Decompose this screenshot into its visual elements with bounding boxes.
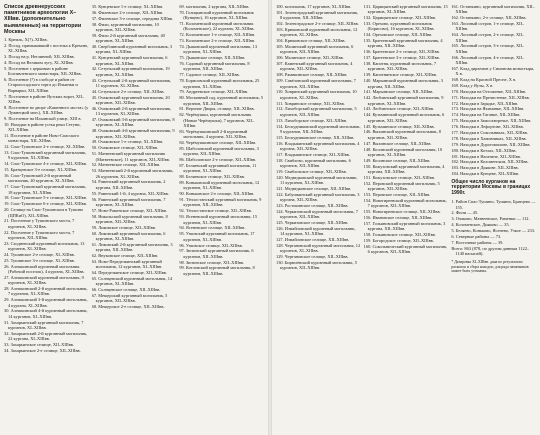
list-item: 19. Спас-Тушинское 6-е селище, XII–XIIIвв.: [4, 201, 87, 207]
list-item: 153. Перовское селище, XII–XIIIвв.: [363, 191, 431, 197]
list-item: 93. Ясеневский курганный могильник, 15 курганов, XI–XIIIвв.: [179, 214, 258, 225]
list-item: 70. Голицынский курганный могильник (Кунцево), 16 курганов, XI–XIIIвв.: [179, 9, 254, 21]
list-item: 12. Спас-Тушинское 2-е селище, XI–XIIIвв.: [4, 144, 86, 150]
list-item: 121. Медведковское селище, XII–XIIIвв.: [276, 185, 352, 191]
list-item: 95. Узковский курганный могильник, 17 курганов, XI–XIIIвв.: [179, 231, 255, 242]
list-item: Всего: 863 (878, по другим данным 1122–1140 насыпей).: [451, 245, 530, 257]
list-item: 57. Ново-Раменское селище, XII–XIIIвв.: [91, 207, 168, 213]
list-item: 133. Орехово, курганный могильник (Борисово), 16 курганов, XI–XIIIвв.: [363, 21, 435, 32]
list-item: 155. Новогиреевское селище, XII–XIIIвв.: [363, 208, 441, 214]
list-item: 150. Кожуховский курганный могильник, 4 кургана, XII–XIIIвв.: [363, 163, 445, 174]
list-item: 98. Зюзинское селище, XII–XIIIвв.: [179, 259, 245, 265]
list-item: 165. Лосиный остров, 3-е селище, XII–XIIIвв.: [451, 43, 525, 54]
list-item: 120. Медведковский курганный могильник, 11 курганов, XI–XIIIвв.: [276, 174, 358, 186]
list-item: 58. Никольский курганный могильник, 8 курганов, XII–XIIIвв.: [91, 213, 168, 224]
list-item: 116. Владыкинский курганный могильник, 4 кургана, XII–XIIIвв.: [276, 140, 360, 151]
list-item: 76. Садовый курганный могильник, 8 курганов, XII–XIIIвв.: [179, 61, 250, 72]
list-item: 145. Кузьминское селище, XII–XIIIвв.: [363, 123, 435, 129]
list-item: 75. Дьяковское селище, XII–XIIIвв.: [179, 55, 246, 61]
list-item: 6. Поселение (?) в слободе и район от Старопосадского торга до Ильинки и Варварки, XII–XIIIвв.: [4, 77, 78, 93]
list-item: 107. Каменский курганный могильник, 4 кургана, XII–XIIIвв.: [276, 61, 353, 72]
list-item: 56. Раменский курганный могильник, 7 курганов, XI–XIIIвв.: [91, 196, 166, 207]
list-item: 127. Измайловское селище, XII–XIIIвв.: [276, 237, 350, 243]
list-item: 126. Измайловский курганный могильник, 14 курганов, XI–XIIIвв.: [276, 226, 356, 237]
list-item: 72. Коломенское 1-е селище, XII–XIIIвв.: [179, 32, 256, 38]
list-item: 117. Владыкинское селище, XII–XIIIвв.: [276, 151, 350, 157]
list-item: 92. Тёплостанское селище, XII–XIIIвв.: [179, 208, 252, 214]
list-item: 168. Клад на Красной Пресне, X в.: [451, 77, 517, 83]
list-item: 66. Солнцевское селище, XII–XIIIвв.: [91, 287, 161, 293]
list-item: 176. Находки в Лефортове, XII–XIIIвв.: [451, 124, 524, 130]
list-item: 99. Котловский курганный могильник, 8 курганов, XII–XIIIвв.: [179, 265, 255, 276]
list-item: 174. Находки на Таганке, XII–XIIIвв.: [451, 112, 521, 118]
list-item: 60. Ликовский курганный могильник, 6 курганов, XI–XIIIвв.: [91, 230, 166, 242]
list-item: 63. Ново-Переделкинский курганный могильник, 12 курганов, XI–XIIIвв.: [91, 258, 163, 270]
list-item: 85. Шаболовский курганный могильник, 3 кургана, XII–XIIIвв.: [179, 145, 259, 157]
list-item: 115. Бескудниковское селище, XII–XIIIвв.: [276, 134, 355, 140]
list-item: 68. Мещерское 2-е селище, XII–XIIIвв.: [91, 304, 165, 310]
list-item: 143. Люблинское селище, XII–XIIIвв.: [363, 106, 434, 112]
list-item: 140. Марьинский курганный могильник, 3 кургана, XII–XIIIвв.: [363, 78, 443, 89]
list-item: 21. Поселение у Тушинского моста, 7 курганов, XI–XIIIвв.: [4, 218, 75, 229]
right-col-1: [276, 4, 361, 432]
list-item: 156. Ивановское селище, XII–XIIIвв.: [363, 214, 433, 220]
right-col-3: [451, 4, 536, 432]
list-item: 88. Беляевское селище, XII–XIIIвв.: [179, 174, 245, 180]
left-col-2: [92, 4, 177, 432]
list-item: 11. Поселение в районе Ново-Спасского монастыря, XII–XIIIвв.: [4, 133, 80, 144]
list-item: 151. Кожуховское селище, XII–XIIIвв.: [363, 174, 436, 180]
list-item: 167. Клад дирхемов у Симонова монастыря, X в.: [451, 65, 535, 77]
list-item: 22. Поселение у Тушинского моста, 7 курганов, XII–XIIIвв.: [4, 229, 75, 240]
list-item: 132. Царицынское селище, XII–XIIIвв.: [363, 15, 437, 21]
list-item: 114. Бескудниковский курганный могильник, 9 курганов, XII–XIIIвв.: [276, 123, 361, 134]
list-item: 184. Находки в Кунцеве, XII–XIIIвв.: [451, 171, 520, 177]
list-item: 7. Поселение в районе Яузских ворот, XII–XIIIвв.: [4, 93, 85, 104]
list-item: 166. Лосиный остров, 4-е селище, XII–XIIIвв.: [451, 54, 525, 65]
list-item: 5. Беляево, Коньково, Ясенево, Узкое — 233.: [451, 228, 536, 234]
list-item: 141. Марьинское селище, XII–XIIIвв.: [363, 89, 434, 95]
list-item: 4. Коломенское, Дьяково — 35.: [451, 222, 510, 228]
right-page: [270, 0, 540, 435]
list-item: 96. Узковское селище, XII–XIIIвв.: [179, 242, 243, 248]
list-item: 3. Посад на р. Неглинной, XII–XIIIвв.: [4, 54, 75, 60]
summary-heading: Общее число курганов на территории Москвы в границах 1990г.: [451, 178, 531, 197]
list-item: 110. Ховринский курганный могильник, 10 курганов, XI–XIIIвв.: [276, 89, 357, 100]
list-item: 139. Капотнинское селище, XII–XIIIвв.: [363, 72, 437, 78]
list-item: 177. Находки в Сокольниках, XII–XIIIвв.: [451, 130, 528, 136]
list-item: 163. Лосиный остров, 1-е селище, XII–XIIIвв.: [451, 21, 525, 32]
list-item: 78. Борисовский курганный могильник, 25 курганов, XI–XIIIвв.: [179, 78, 260, 89]
list-item: 123. Ростокинское селище, XII–XIIIвв.: [276, 203, 349, 209]
list-item: 149. Косинское селище, XII–XIIIвв.: [363, 157, 431, 163]
list-item: 87. Беляевский курганный могильник, 11 курганов, XI–XIIIвв.: [179, 163, 257, 174]
list-item: 32. Захарьинский 2-й курганный могильник, 22 кургана, XI–XIIIвв.: [4, 330, 88, 342]
list-item: 169. Клад у Яузы, X в.: [451, 82, 494, 88]
list-item: 47. Очаковский 3-й курганный могильник, 8 курганов, XI–XIIIвв.: [91, 117, 175, 128]
list-item: 129. Чертановское селище, XII–XIIIвв.: [276, 254, 349, 260]
list-item: 36. Филевское 2-е селище, XII–XIIIвв.: [91, 9, 164, 15]
list-item: 64. Переделкинское селище, XII–XIIIвв.: [91, 270, 167, 276]
list-item: 180. Находки в Котлах, XII–XIIIвв.: [451, 147, 517, 153]
list-item: 102. Зеленоградское 2-е селище, XII–XIIIвв.: [276, 21, 359, 27]
list-item: 119. Свибловское селище, XII–XIIIвв.: [276, 168, 347, 174]
list-item: 80. Московный сад, курганный могильник, 5 курганов, XII–XIIIвв.: [179, 95, 264, 106]
list-item: 38. Фили, курганный могильник, 10 курганов, XII–XIIIвв.: [91, 21, 159, 32]
list-item: 104. Крюковское селище, XII–XIIIвв.: [276, 38, 346, 44]
document-title: Список древнерусских памятников археологии X–XIIIвв. (дополнительно выявленных) на территории Москвы: [4, 4, 82, 35]
list-item: 82. Черёмушки, курганный могильник (Новые Черёмушки), 7 курганов, XII–XIIIвв.: [179, 112, 255, 128]
list-item: 181. Находки в Нагатине, XII–XIIIвв.: [451, 153, 521, 159]
list-item: 134. Ореховское селище, XII–XIIIвв.: [363, 32, 433, 38]
list-item: 34. Захарьинское 2-е селище, XII–XIIIвв.: [4, 347, 81, 353]
list-item: 1. Район Спас-Тушино, Тушино, Братцево — 155.: [451, 199, 536, 210]
right-col-2: [364, 4, 449, 432]
list-item: 17. Спас-Тушинский курганный могильник, 18 курганов, XI–XIIIвв.: [4, 184, 87, 195]
list-item: 109. Савёловский курганный могильник, 7 курганов, XII–XIIIвв.: [276, 78, 356, 89]
list-item: 54. Раменский курганный могильник, 2 кургана, XII–XIIIвв.: [91, 179, 166, 190]
list-item: 100. могильник, 17 курганов, XI–XIIIвв.: [276, 4, 352, 9]
list-item: 130. Бирюлёвский курганный могильник, 5 курганов, XII–XIIIвв.: [276, 260, 357, 271]
list-item: 30. Алешкинский 4-й курганный могильник, 14 курганов, XI–XIIIвв.: [4, 308, 88, 319]
list-item: 62. Внуковское селище, XII–XIIIвв.: [91, 253, 159, 259]
left-col-3: [179, 4, 264, 432]
list-item: 41. Кунцевский курганный могильник, 6 курганов, XI–XIIIвв.: [91, 55, 168, 66]
list-item: 135. Братеевский курганный могильник, 4 кургана, XII–XIIIвв.: [363, 38, 443, 49]
list-item: 124. Черкизовский курганный могильник, 7 курганов, XII–XIIIвв.: [276, 208, 358, 220]
list-item: 2. Фили — 45.: [451, 210, 479, 216]
list-item: 46. Очаковский 2-й курганный могильник, 13 курганов, XI–XIIIвв.: [91, 105, 172, 117]
list-item: 148. Косинский курганный могильник, 10 курганов, XI–XIIIвв.: [363, 146, 443, 157]
list-item: 42. Сетуньский курганный могильник, 19 курганов, XI–XIIIвв.: [91, 66, 170, 77]
list-item: 51. Матвеевский курганный могильник (Матвеевское), 11 курганов, XII–XIIIвв.: [91, 151, 170, 162]
list-item: 147. Выхинское селище, XII–XIIIвв.: [363, 140, 432, 146]
list-item: 77. Садовое селище, XII–XIIIвв.: [179, 72, 240, 78]
list-item: 178. Находки в Хамовниках, XII–XIIIвв.: [451, 135, 527, 141]
list-item: 50. Очаковское селище, XII–XIIIвв.: [91, 145, 159, 151]
list-item: 89. Коньковский курганный могильник, 12 курганов, XI–XIIIвв.: [179, 180, 260, 191]
list-item: 81. Верхние Дворы, селище, XII–XIIIвв.: [179, 106, 255, 112]
list-item: 16. Спас-Тушинский 2-й курганный могильник, 40 курганов, XI–XIIIвв.: [4, 173, 75, 184]
list-item: 13. Спас-Тушинский курганный могильник, 9 курганов, XI–XIIIвв.: [4, 150, 87, 161]
list-item: 5. Поселение с церковью в районе Богоявленского монастыря, XII–XIIIвв.: [4, 65, 82, 77]
list-item: 43. Сетуньский 2-й курганный могильник, 11 курганов, XI–XIIIвв.: [91, 77, 172, 88]
list-item: 73. Коломенское 2-е селище, XII–XIIIвв.: [179, 38, 256, 44]
list-item: 3. Очаково, Матвеевское, Раменки — 112.: [451, 216, 530, 222]
list-item: 97. Зюзинский курганный могильник, 6 курганов, XII–XIIIвв.: [179, 248, 254, 259]
list-item: 144. Кузьминский курганный могильник, 6 курганов, XII–XIIIвв.: [363, 112, 445, 123]
list-item: 31. Захарьинский курганный могильник, 7 курганов, XI–XIIIвв.: [4, 319, 84, 330]
list-item: 1. Кремль, Х(?)–XIIIвв.: [4, 37, 48, 43]
book-gutter: [268, 0, 272, 435]
list-item: 23. Сходненский курганный могильник, 13 курганов, XI–XIIIвв.: [4, 240, 85, 252]
list-item: 157. Гольяновский курганный могильник, 3 кургана, XII–XIIIвв.: [363, 220, 446, 232]
list-item: 175. Находки в Замоскворечье, XII–XIIIвв.: [451, 118, 532, 124]
list-item: 162. Останкино, 2-е селище, XII–XIIIвв.: [451, 15, 527, 21]
list-item: 182. Находки в Коломенском, XII–XIIIвв.: [451, 159, 529, 165]
list-item: 65. Солнцевский курганный могильник, 14 курганов, XI–XIIIвв.: [91, 276, 173, 287]
list-item: 154. Новогиреевский курганный могильник, 7 курганов, XII–XIIIвв.: [363, 197, 447, 209]
list-item: 108. Ржавкинское селище, XII–XIIIвв.: [276, 72, 348, 78]
list-item: 48. Очаковский 4-й курганный могильник, 9 курганов, XII–XIIIвв.: [91, 128, 175, 139]
list-item: 106. Малинское селище, XII–XIIIвв.: [276, 55, 344, 61]
list-item: 55. Раменский 1-й, 4 кургана, XII–XIIIвв.: [91, 190, 169, 196]
list-item: 37. Филевское 3-е селище, середина XIIIвв.: [91, 15, 173, 21]
list-item: 91. Тёплостанский курганный могильник, 9 курганов, XII–XIIIвв.: [179, 197, 262, 208]
list-item: 71. Коломенский курганный могильник (Коломенское), 22 кургана, XI–XIIIвв.: [179, 21, 255, 32]
list-item: 164. Лосиный остров, 2-е селище, XII–XIIIвв.: [451, 32, 525, 43]
list-item: 25. Тушинское 3-е селище, XI–XIIIвв.: [4, 257, 75, 263]
list-item: 59. Ликовское селище, XII–XIIIвв.: [91, 224, 156, 230]
list-item: 128. Чертановский курганный могильник, 12 курганов, XI–XIIIвв.: [276, 243, 361, 254]
list-item: 118. Свиблово, курганный могильник, 6 курганов, XII–XIIIвв.: [276, 157, 351, 168]
list-item: 9. Поселение на Ильинской улице, XIII в.: [4, 115, 82, 121]
list-item: 2. Посад, примыкавший с востока к Кремлю, XI–XIIIвв.: [4, 42, 89, 54]
list-item: 158. Гольяновское селище, XII–XIIIвв.: [363, 231, 436, 237]
list-item: 136. Братеевское 2-е селище, XII–XIIIвв.: [363, 49, 440, 55]
list-item: 101. Зеленоградский курганный могильник, 8 курганов, XII–XIIIвв.: [276, 9, 359, 21]
list-item: 27. Алешкинский курганный могильник, 9 курганов, XI–XIIIвв.: [4, 274, 84, 286]
list-item: 105. Малинский курганный могильник, 6 курганов, XII–XIIIвв.: [276, 44, 354, 55]
list-item: 138. Капотня, курганный могильник, 7 курганов, XII–XIIIвв.: [363, 61, 437, 72]
list-item: 49. Очаковское 1-е селище, XI–XIIIвв.: [91, 139, 164, 145]
list-item: 161. Останкино, курганный могильник, XII–XIIIвв.: [451, 4, 535, 15]
list-item: 173. Находки на Якиманке, XII–XIIIвв.: [451, 106, 525, 112]
list-item: 18. Спас-Тушинское 5-е селище, XII–XIIIвв.: [4, 195, 87, 201]
list-item: 112. Лихоборский курганный могильник, 5 курганов, XII–XIIIвв.: [276, 106, 357, 117]
list-item: 170. Находки на Остоженке, XII–XIIIвв.: [451, 88, 527, 94]
list-item: 171. Находки на Пречистенке, XII–XIIIвв.: [451, 94, 530, 100]
list-item: 44. Сетуньское 2-е селище, XII–XIIIвв.: [91, 88, 165, 94]
list-item: 39. Фили 2-й курганный могильник, 40 курганов, XI–XIIIвв.: [91, 32, 165, 44]
list-item: 28. Алешкинский 2-й курганный могильник, 7 курганов, XI–XIIIвв.: [4, 286, 88, 297]
list-item: 79. Андреевское селище, XII–XIIIвв.: [179, 89, 249, 95]
list-item: 7. Восточные районы — 39.: [451, 239, 504, 245]
list-item: 61. Ликовский 2-й курганный могильник, 3 кургана, XII–XIIIвв.: [91, 241, 173, 253]
list-item: 33. Захарьинское селище, XII–XIIIвв.: [4, 342, 74, 348]
list-item: 131. Царицынский курганный могильник, 15 курганов, XI–XIIIвв.: [363, 4, 448, 15]
list-item: 159. Богородское селище, XII–XIIIвв.: [363, 237, 434, 243]
list-item: 146. Выхинский курганный могильник, 8 курганов, XII–XIIIвв.: [363, 129, 441, 140]
list-item: 83. Черёмушкинский 2-й курганный могильник, 4 кургана, XII–XIIIвв.: [179, 128, 248, 140]
list-item: 179. Находки в Дорогомилове, XII–XIIIвв.: [451, 141, 531, 147]
list-item: 74. Дьяковский курганный могильник, 13 курганов, XI–XIIIвв.: [179, 44, 258, 55]
list-item: 14. Спас-Тушинское 4-е селище, XII–XIIIвв.: [4, 161, 87, 167]
list-item: 172. Находки в Зарядье, XII–XIIIвв.: [451, 100, 519, 106]
list-item: 29. Алешкинский 3-й курганный могильник, 4 кургана, XI–XIIIвв.: [4, 297, 88, 308]
list-item: 125. Черкизовское селище, XII–XIIIвв.: [276, 220, 349, 226]
list-item: 103. Крюковский курганный могильник, 12 курганов, XI–XIIIвв.: [276, 26, 358, 38]
list-item: 24. Тушинское 2-е селище, XI–XIIIвв.: [4, 251, 75, 257]
list-item: 35. Кунцевское 1-е селище, XI–XIIIвв.: [91, 4, 164, 9]
list-item: 152. Перовский курганный могильник, 5 курганов, XII–XIIIвв.: [363, 180, 440, 191]
list-item: 84. Черёмушкинское селище, XII–XIIIвв.: [179, 140, 257, 146]
list-item: 52. Матвеевское селище, XII–XIIIвв.: [91, 162, 161, 168]
list-item: 6. Северные районы — 73.: [451, 234, 502, 240]
list-item: 20. Селище на Спас-Тушинском в Тушино (ЦПКиО), XII–XIIIвв.: [4, 207, 84, 218]
list-item: 26. Алешкинский курганный могильник (Рабочий поселок), 4 кургана, XI–XIIIвв.: [4, 263, 85, 275]
list-item: 183. Находки в Дьякове, XII–XIIIвв.: [451, 165, 519, 171]
list-item: 40. Сверблинский курганный могильник, 3 кургана, XI–XIIIвв.: [91, 44, 173, 55]
list-item: 45. Очаковский курганный могильник, 20 курганов, XII–XIIIвв.: [91, 94, 170, 105]
list-item: 90. Коньковское 2-е селище, XII–XIIIвв.: [179, 191, 255, 197]
list-item: 69. могильник, 2 кургана, XII–XIIIвв.: [179, 4, 250, 9]
list-item: 10. Находки в районе устья реки Сетуни, XII–XIIIвв.: [4, 121, 81, 133]
list-item: 142. Люблинский курганный могильник, 9 курганов, XI–XIIIвв.: [363, 95, 444, 106]
left-col-1: [4, 4, 89, 432]
list-item: 86. Шаболовское 2-е селище, XII–XIIIвв.: [179, 157, 257, 163]
list-item: 15. Братцевское 3-е селище, XI–XIIIвв.: [4, 167, 77, 173]
list-item: 4. Посад на Великом лугу, XI–XIIIвв.: [4, 59, 74, 65]
list-item: 137. Братеевское 3-е селище, XII–XIIIвв.: [363, 55, 440, 61]
list-item: 94. Ясеневское селище, XII–XIIIвв.: [179, 225, 246, 231]
list-item: 160. Сокольнический курганный могильник, 6 курганов, XII–XIIIвв.: [363, 243, 448, 254]
list-item: 122. Бабушкинский курганный могильник, 3 кургана, XII–XIIIвв.: [276, 191, 360, 203]
list-item: 67. Мещерский курганный могильник, 5 курганов, XII–XIIIвв.: [91, 293, 168, 304]
list-item: 8. Поселение во дворе «Каменного моста» (у Лужнецкой мон.), XII–XIIIвв.: [4, 104, 89, 116]
list-item: 53. Матвеевский 2-й курганный могильник, 26 курганов, XI–XIIIвв.: [91, 168, 174, 179]
footnote: * Датировка XI–XIIIвв. дана по результатам раскопок и сбора находок; для ряда памятников может быть уточнена.: [451, 260, 529, 274]
list-item: 111. Ховринское селище, XII–XIIIвв.: [276, 100, 345, 106]
list-item: 113. Лихоборское селище, XII–XIIIвв.: [276, 117, 348, 123]
